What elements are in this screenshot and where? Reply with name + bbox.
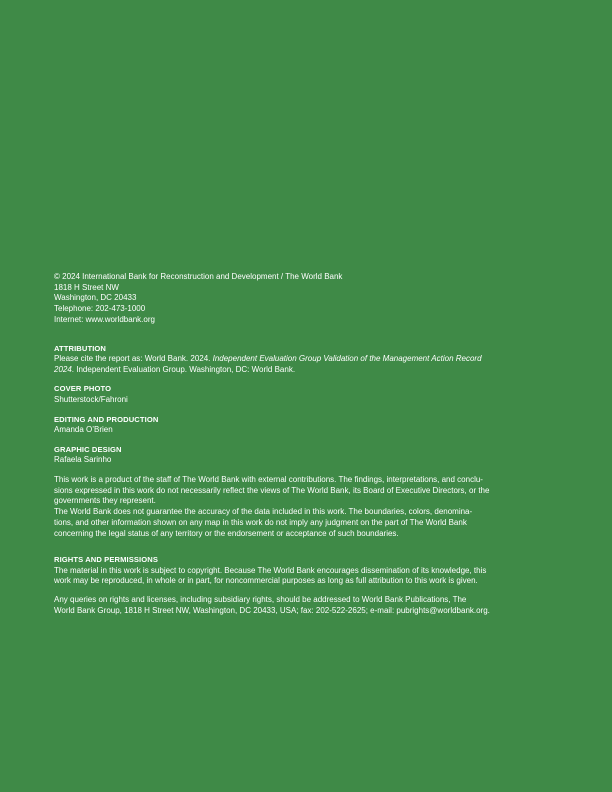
disclaimer-line: sions expressed in this work do not necessarily reflect the views of The World Bank, its Board of Executive Directors, or the xyxy=(54,485,490,495)
graphic-design-section xyxy=(54,445,564,466)
disclaimer-line: tions, and other information shown on any map in this work do not imply any judgment on the part of The World Bank xyxy=(54,517,467,527)
telephone: Telephone: 202-473-1000 xyxy=(54,304,146,314)
attribution-heading: ATTRIBUTION xyxy=(54,343,106,353)
attribution-section xyxy=(54,344,564,376)
publisher-address xyxy=(54,272,564,326)
editing-heading: EDITING AND PRODUCTION xyxy=(54,414,159,424)
queries-line: Any queries on rights and licenses, including subsidiary rights, should be addressed to World Bank Publications, The xyxy=(54,595,467,605)
disclaimer-section xyxy=(54,475,564,539)
queries-line: World Bank Group, 1818 H Street NW, Washington, DC 20433, USA; fax: 202-522-2625; e-mail: pubrights@worldbank.org. xyxy=(54,605,490,615)
designer-name: Rafaela Sarinho xyxy=(54,455,112,465)
report-title-part-2: 2024 xyxy=(54,364,72,374)
graphic-design-heading: GRAPHIC DESIGN xyxy=(54,444,122,454)
attribution-line-2 xyxy=(54,365,564,376)
street-address: 1818 H Street NW xyxy=(54,282,119,292)
cover-photo-heading: COVER PHOTO xyxy=(54,384,112,394)
attribution-suffix: . Independent Evaluation Group. Washington, DC: World Bank. xyxy=(71,364,296,374)
city-address: Washington, DC 20433 xyxy=(54,293,137,303)
cover-photo-credit: Shutterstock/Fahroni xyxy=(54,394,128,404)
disclaimer-line: concerning the legal status of any territory or the endorsement or acceptance of such boundaries. xyxy=(54,528,399,538)
attribution-prefix: Please cite the report as: World Bank. 2024. xyxy=(54,354,213,364)
website: Internet: www.worldbank.org xyxy=(54,314,155,324)
copyright-line: © 2024 International Bank for Reconstruction and Development / The World Bank xyxy=(54,272,343,281)
cover-photo-section xyxy=(54,384,564,405)
rights-line: work may be reproduced, in whole or in part, for noncommercial purposes as long as full attribution to this work is given. xyxy=(54,576,478,586)
editor-name: Amanda O’Brien xyxy=(54,425,113,435)
disclaimer-line: governments they represent. xyxy=(54,496,156,506)
report-title-part-1: Independent Evaluation Group Validation of the Management Action Record xyxy=(212,354,482,364)
rights-section xyxy=(54,555,564,616)
rights-line: The material in this work is subject to copyright. Because The World Bank encourages dissemination of its knowledge, this xyxy=(54,565,487,575)
disclaimer-line: This work is a product of the staff of The World Bank with external contributions. The findings, interpretations, and conclu- xyxy=(54,475,483,485)
rights-heading: RIGHTS AND PERMISSIONS xyxy=(54,555,159,565)
disclaimer-line: The World Bank does not guarantee the accuracy of the data included in this work. The boundaries, colors, denomina- xyxy=(54,507,473,517)
editing-section xyxy=(54,415,564,436)
imprint-block xyxy=(54,272,564,617)
attribution-line-1 xyxy=(54,354,564,365)
